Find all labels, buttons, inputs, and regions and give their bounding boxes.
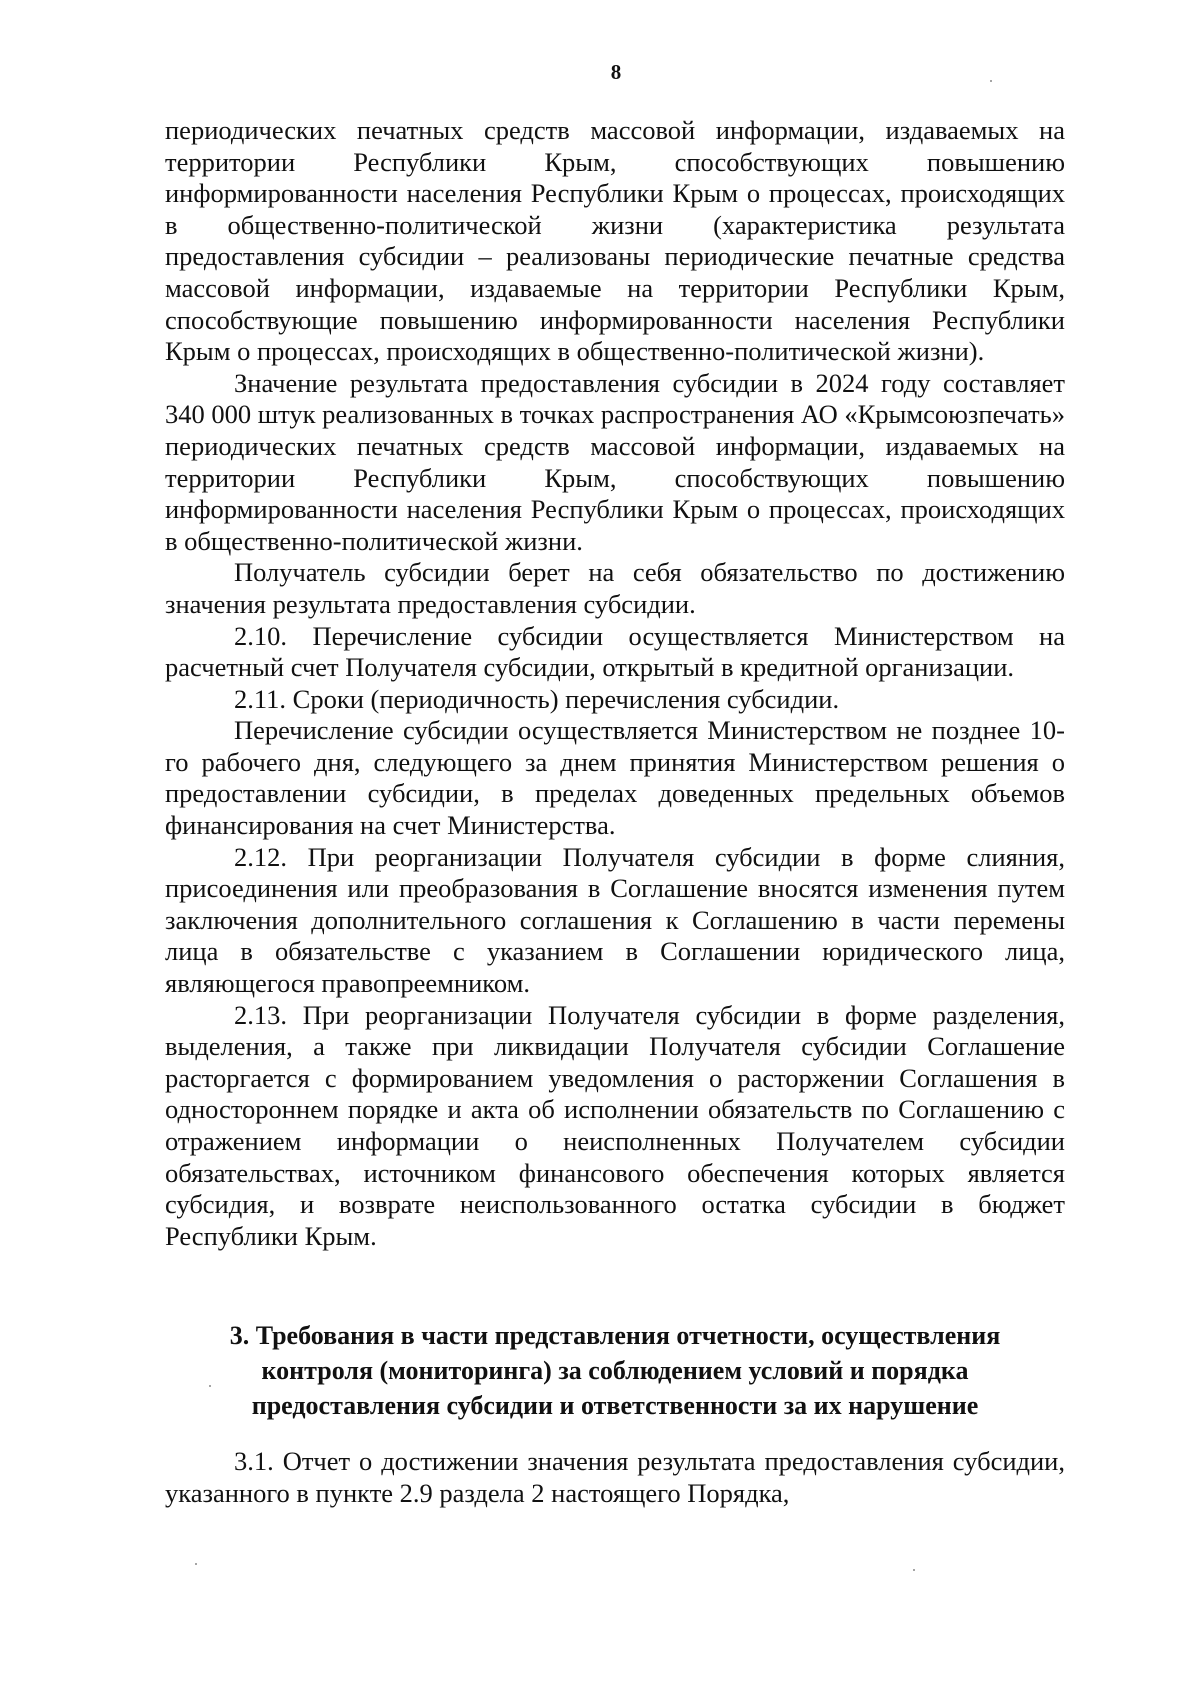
paragraph-obligation: Получатель субсидии берет на себя обязательство по достижению значения результата предоставления субсидии. — [165, 557, 1065, 619]
paragraph-3-1: 3.1. Отчет о достижении значения результата предоставления субсидии, указанного в пункте 2.9 раздела 2 настоящего Порядка, — [165, 1446, 1065, 1508]
section-heading-line: контроля (мониторинга) за соблюдением условий и порядка — [261, 1356, 969, 1385]
paragraph-2-10: 2.10. Перечисление субсидии осуществляется Министерством на расчетный счет Получателя субсидии, открытый в кредитной организации. — [165, 620, 1065, 683]
section-3-text — [165, 1446, 1065, 1509]
paragraph-transfer-terms: Перечисление субсидии осуществляется Министерством не позднее 10-го рабочего дня, следующего за днем принятия Министерством решения о предоставлении субсидии, в пределах доведенных предельных объемов финансирования на счет Министерства. — [165, 715, 1065, 841]
section-heading-line: 3. Требования в части представления отчетности, осуществления — [229, 1321, 1001, 1350]
scan-speck — [913, 1569, 915, 1571]
body-text — [165, 115, 1065, 1252]
paragraph-2-12: 2.12. При реорганизации Получателя субсидии в форме слияния, присоединения или преобразования в Соглашение вносятся изменения путем заключения дополнительного соглашения к Соглашению в части перемены лица в обязательстве с указанием в Соглашении юридического лица, являющегося правопреемником. — [165, 841, 1065, 999]
page-number: 8 — [610, 60, 622, 84]
paragraph-result-value: Значение результата предоставления субсидии в 2024 году составляет 340 000 штук реализованных в точках распространения АО «Крымсоюзпечать» периодических печатных средств массовой информации, издаваемых на территории Республики Крым, способствующих повышению информированности населения Республики Крым о процессах, происходящих в общественно-политической жизни. — [165, 367, 1065, 556]
scan-speck — [195, 1563, 197, 1565]
scan-speck — [209, 1385, 211, 1387]
paragraph-2-13: 2.13. При реорганизации Получателя субсидии в форме разделения, выделения, а также при ликвидации Получателя субсидии Соглашение расторгается с формированием уведомления о расторжении Соглашения в одностороннем порядке и акта об исполнении обязательств по Соглашению с отражением информации о неисполненных Получателем субсидии обязательствах, источником финансового обеспечения которых является субсидия, и возврате неиспользованного остатка субсидии в бюджет Республики Крым. — [165, 999, 1065, 1251]
scan-speck — [990, 80, 992, 82]
section-heading-line: предоставления субсидии и ответственности за их нарушение — [251, 1391, 979, 1420]
section-3-heading — [165, 1318, 1065, 1423]
paragraph-continuation: периодических печатных средств массовой информации, издаваемых на территории Республики Крым, способствующих повышению информированности населения Республики Крым о процессах, происходящих в общественно-политической жизни (характеристика результата предоставления субсидии – реализованы периодические печатные средства массовой информации, издаваемые на территории Республики Крым, способствующие повышению информированности населения Республики Крым о процессах, происходящих в общественно-политической жизни). — [165, 115, 1065, 367]
paragraph-2-11: 2.11. Сроки (периодичность) перечисления субсидии. — [234, 683, 840, 714]
